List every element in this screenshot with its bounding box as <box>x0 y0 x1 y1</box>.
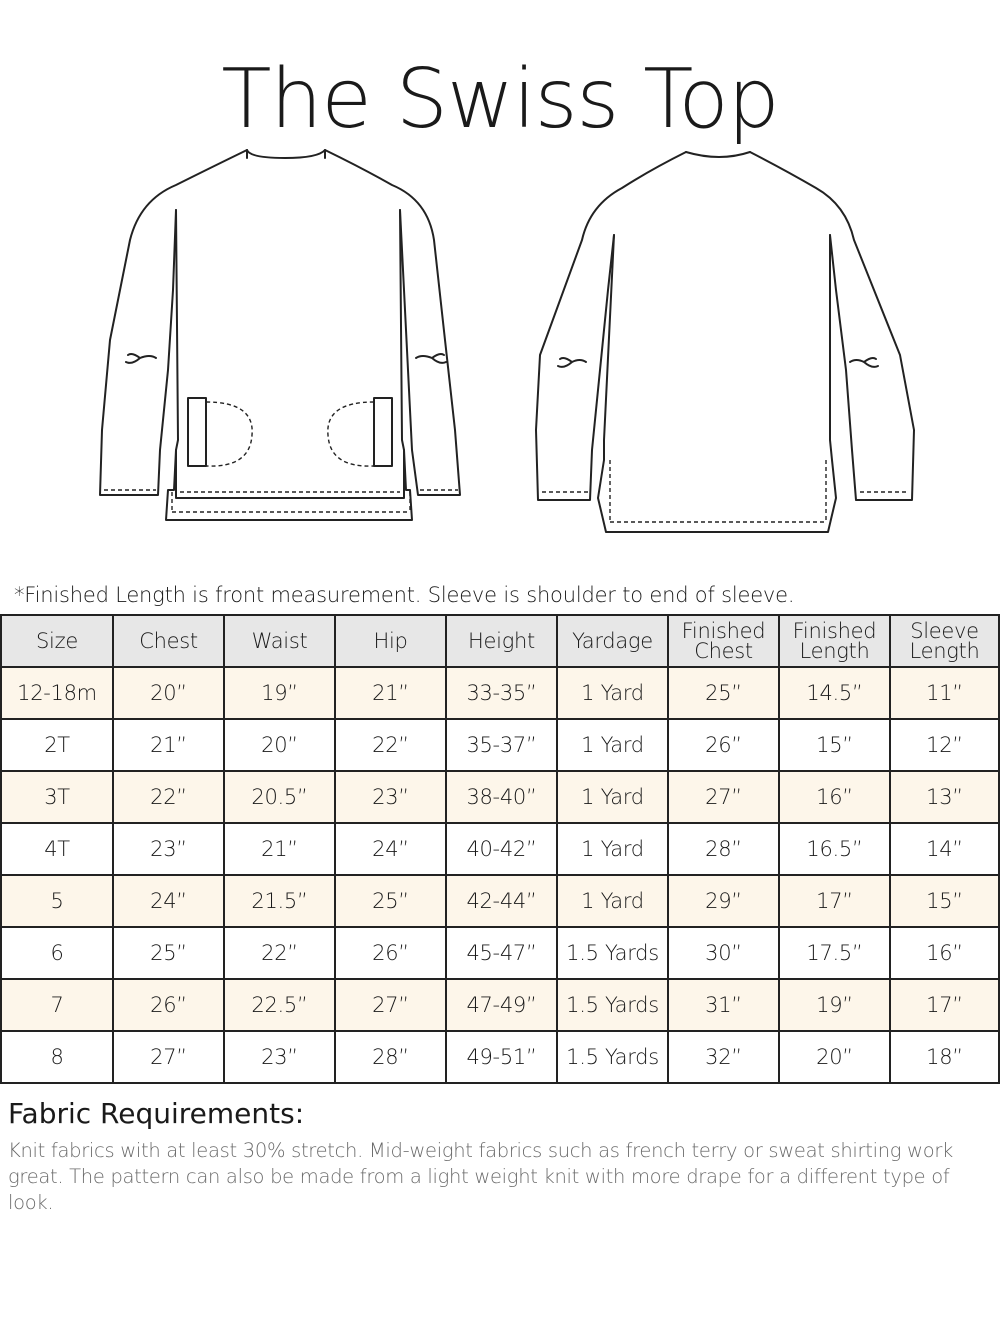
garment-front-illustration <box>0 140 480 540</box>
table-row <box>1 823 999 875</box>
table-cell: 22” <box>113 771 224 823</box>
table-cell: 15” <box>779 719 890 771</box>
table-cell: 29” <box>668 875 779 927</box>
table-cell: 20.5” <box>224 771 335 823</box>
table-cell: 28” <box>335 1031 446 1083</box>
table-cell: 17” <box>890 979 999 1031</box>
table-cell: 14” <box>890 823 999 875</box>
table-cell: 15” <box>890 875 999 927</box>
table-cell: 32” <box>668 1031 779 1083</box>
table-cell: 26” <box>335 927 446 979</box>
table-cell: 47-49” <box>446 979 557 1031</box>
table-cell: 27” <box>113 1031 224 1083</box>
table-cell: 25” <box>335 875 446 927</box>
table-cell: 22” <box>224 927 335 979</box>
table-cell: 2T <box>1 719 113 771</box>
table-row <box>1 979 999 1031</box>
table-cell: 21” <box>113 719 224 771</box>
header-waist: Waist <box>224 615 335 667</box>
table-cell: 19” <box>224 667 335 719</box>
table-row <box>1 875 999 927</box>
table-cell: 1 Yard <box>557 823 668 875</box>
table-cell: 20” <box>779 1031 890 1083</box>
table-cell: 26” <box>113 979 224 1031</box>
table-cell: 21.5” <box>224 875 335 927</box>
measurement-note: *Finished Length is front measurement. Sleeve is shoulder to end of sleeve. <box>14 583 795 607</box>
table-row <box>1 719 999 771</box>
table-cell: 24” <box>113 875 224 927</box>
table-cell: 6 <box>1 927 113 979</box>
header-size: Size <box>1 615 113 667</box>
table-cell: 1 Yard <box>557 719 668 771</box>
header-finished-chest: Finished Chest <box>668 615 779 667</box>
table-cell: 13” <box>890 771 999 823</box>
fabric-requirements-heading: Fabric Requirements: <box>8 1097 305 1130</box>
table-cell: 12-18m <box>1 667 113 719</box>
table-cell: 1 Yard <box>557 771 668 823</box>
table-cell: 16” <box>890 927 999 979</box>
table-cell: 4T <box>1 823 113 875</box>
table-cell: 23” <box>224 1031 335 1083</box>
header-hip: Hip <box>335 615 446 667</box>
table-cell: 16” <box>779 771 890 823</box>
table-cell: 35-37” <box>446 719 557 771</box>
table-cell: 45-47” <box>446 927 557 979</box>
table-cell: 20” <box>224 719 335 771</box>
table-row <box>1 1031 999 1083</box>
table-cell: 30” <box>668 927 779 979</box>
table-cell: 14.5” <box>779 667 890 719</box>
table-cell: 3T <box>1 771 113 823</box>
table-cell: 17.5” <box>779 927 890 979</box>
table-row <box>1 771 999 823</box>
table-cell: 5 <box>1 875 113 927</box>
garment-back-illustration <box>480 140 960 540</box>
table-cell: 25” <box>113 927 224 979</box>
table-cell: 27” <box>335 979 446 1031</box>
header-yardage: Yardage <box>557 615 668 667</box>
table-cell: 27” <box>668 771 779 823</box>
table-cell: 1 Yard <box>557 667 668 719</box>
table-cell: 31” <box>668 979 779 1031</box>
table-cell: 1.5 Yards <box>557 927 668 979</box>
table-cell: 40-42” <box>446 823 557 875</box>
table-cell: 28” <box>668 823 779 875</box>
table-row <box>1 667 999 719</box>
table-cell: 42-44” <box>446 875 557 927</box>
garment-illustrations <box>0 140 1000 540</box>
table-cell: 21” <box>335 667 446 719</box>
table-cell: 22” <box>335 719 446 771</box>
table-cell: 23” <box>113 823 224 875</box>
size-chart-table <box>0 614 1000 1084</box>
header-height: Height <box>446 615 557 667</box>
table-cell: 7 <box>1 979 113 1031</box>
page-title: The Swiss Top <box>221 52 779 147</box>
header-chest: Chest <box>113 615 224 667</box>
table-cell: 23” <box>335 771 446 823</box>
table-cell: 16.5” <box>779 823 890 875</box>
table-cell: 49-51” <box>446 1031 557 1083</box>
table-cell: 17” <box>779 875 890 927</box>
table-cell: 26” <box>668 719 779 771</box>
table-cell: 19” <box>779 979 890 1031</box>
table-cell: 1.5 Yards <box>557 979 668 1031</box>
table-cell: 8 <box>1 1031 113 1083</box>
header-sleeve-length: Sleeve Length <box>890 615 999 667</box>
table-cell: 11” <box>890 667 999 719</box>
table-cell: 1 Yard <box>557 875 668 927</box>
table-cell: 20” <box>113 667 224 719</box>
fabric-requirements-text: Knit fabrics with at least 30% stretch. Mid-weight fabrics such as french terry or sweat shirting work great. The pattern can also be made from a light weight knit with more drape for a different type of look. <box>8 1139 954 1214</box>
table-cell: 12” <box>890 719 999 771</box>
table-cell: 33-35” <box>446 667 557 719</box>
table-cell: 22.5” <box>224 979 335 1031</box>
table-cell: 18” <box>890 1031 999 1083</box>
table-cell: 24” <box>335 823 446 875</box>
table-cell: 21” <box>224 823 335 875</box>
header-finished-length: Finished Length <box>779 615 890 667</box>
table-row <box>1 927 999 979</box>
table-cell: 38-40” <box>446 771 557 823</box>
table-header-row <box>1 615 999 667</box>
table-cell: 25” <box>668 667 779 719</box>
table-cell: 1.5 Yards <box>557 1031 668 1083</box>
